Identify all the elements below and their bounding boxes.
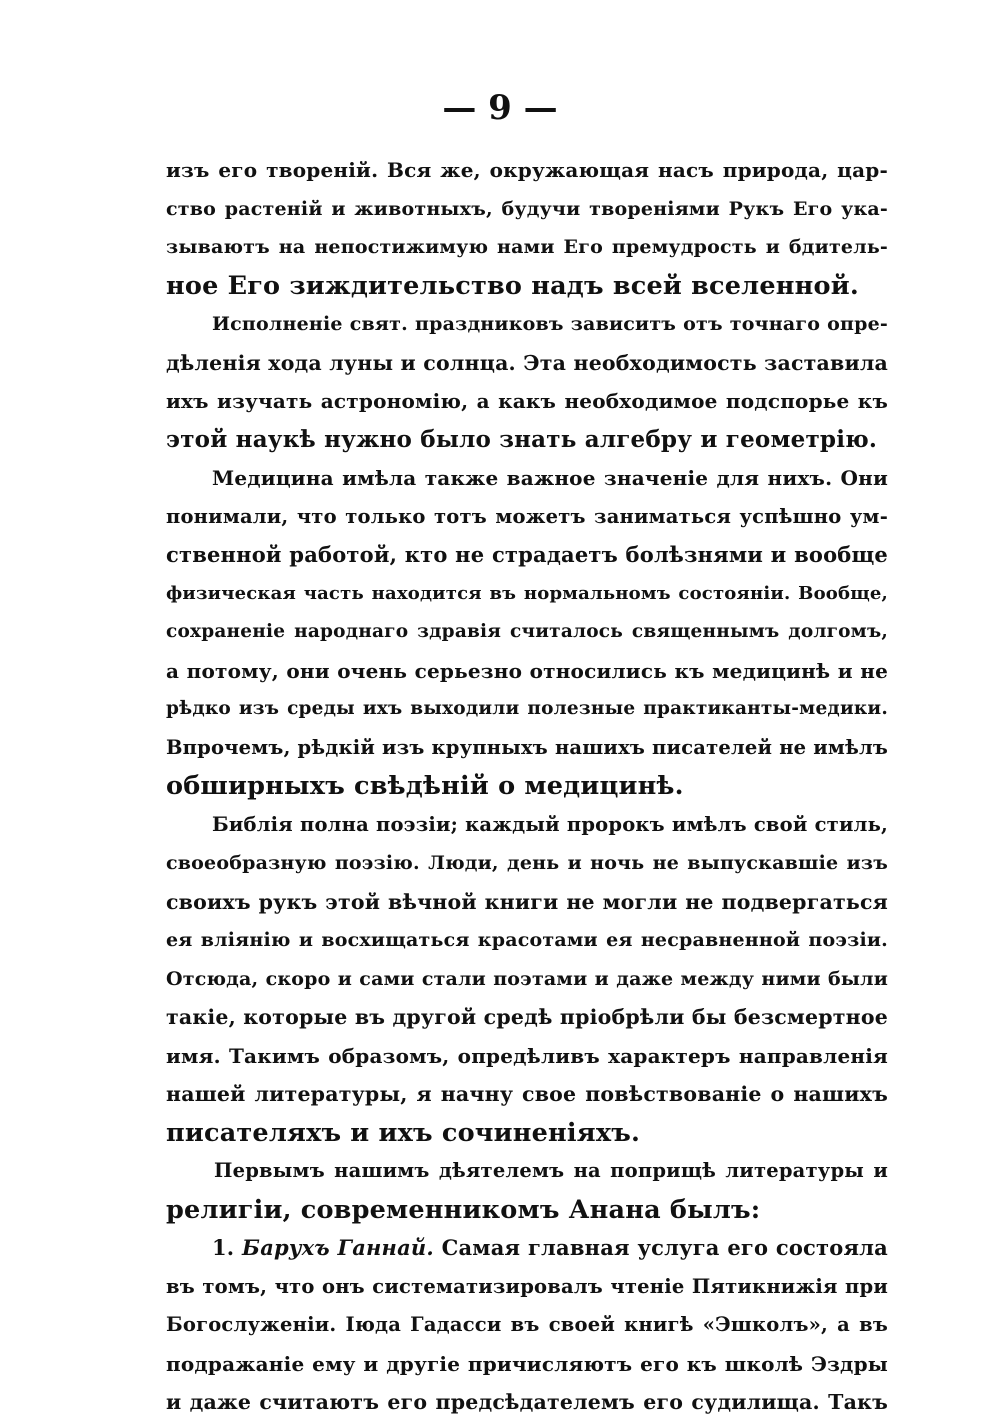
paragraph (166, 305, 888, 459)
body-text (166, 151, 888, 1422)
text-line: Медицина имѣла также важное значеніе для нихъ. Они (212, 466, 888, 490)
text-line: Богослуженіи. Іюда Гадасси въ своей книгѣ «Эшколъ», а въ (166, 1313, 888, 1336)
text-line: ея вліянію и восхищаться красотами ея несравненной поэзіи. (166, 929, 888, 951)
text-line: дѣленія хода луны и солнца. Эта необходимость заставила (166, 350, 888, 375)
text-line: сохраненіе народнаго здравія считалось священнымъ долгомъ, (166, 621, 888, 642)
text-line: и даже считаютъ его предсѣдателемъ его судилища. Такъ (166, 1390, 888, 1414)
text-line: изъ его твореній. Вся же, окружающая насъ природа, цар- (166, 158, 888, 182)
text-line: Библія полна поэзіи; каждый пророкъ имѣлъ свой стиль, (212, 812, 888, 836)
text-line: Первымъ нашимъ дѣятелемъ на поприщѣ литературы и (214, 1159, 888, 1182)
text-line: этой наукѣ нужно было знать алгебру и геометрію. (166, 425, 878, 453)
text-line: обширныхъ свѣдѣній о медицинѣ. (166, 771, 684, 801)
text-line: Впрочемъ, рѣдкій изъ крупныхъ нашихъ писателей не имѣлъ (166, 735, 889, 759)
text-line: рѣдко изъ среды ихъ выходили полезные практиканты-медики. (166, 698, 888, 719)
text-line: понимали, что только тотъ можетъ заниматься успѣшно ум- (166, 504, 888, 528)
text-line: подражаніе ему и другіе причисляютъ его къ школѣ Эздры (166, 1351, 888, 1376)
text-line: ственной работой, кто не страдаетъ болѣзнями и вообще (166, 542, 888, 567)
paragraph (166, 806, 888, 1153)
text-line: Отсюда, скоро и сами стали поэтами и даже между ними были (166, 967, 888, 990)
text-line: въ томъ, что онъ систематизировалъ чтеніе Пятикнижія при (166, 1274, 888, 1298)
paragraph (166, 1152, 888, 1229)
text-line: нашей литературы, я начну свое повѣствованіе о нашихъ (166, 1082, 888, 1106)
entry-number: 1. (212, 1235, 235, 1260)
text-line: ное Его зиждительство надъ всей вселенной. (166, 270, 859, 301)
page-number: — 9 — (442, 88, 558, 128)
text-line: ство растеній и животныхъ, будучи твореніями Рукъ Его ука- (166, 197, 888, 220)
paragraph (166, 151, 888, 305)
text-line: своеобразную поэзію. Люди, день и ночь не выпускавшіе изъ (166, 852, 888, 874)
numbered-entry (166, 1229, 888, 1422)
text-line: имя. Такимъ образомъ, опредѣливъ характеръ направленія (166, 1043, 888, 1068)
entry-text: Самая главная услуга его состояла (441, 1235, 888, 1260)
text-line: ихъ изучать астрономію, а какъ необходимое подспорье къ (166, 389, 888, 413)
paragraph (166, 459, 888, 806)
text-line: такіе, которые въ другой средѣ пріобрѣли бы безсмертное (166, 1005, 888, 1029)
text-line: а потому, они очень серьезно относились къ медицинѣ и не (166, 658, 888, 683)
text-line: писателяхъ и ихъ сочиненіяхъ. (166, 1117, 641, 1148)
text-line: своихъ рукъ этой вѣчной книги не могли не подвергаться (166, 889, 888, 914)
text-line: зываютъ на непостижимую нами Его премудрость и бдитель- (166, 236, 888, 258)
text-line: Исполненіе свят. праздниковъ зависитъ отъ точнаго опре- (212, 313, 888, 335)
text-line: физическая часть находится въ нормальномъ состояніи. Вообще, (166, 582, 888, 604)
text-line: религіи, современникомъ Анана былъ: (166, 1194, 761, 1225)
text-line (166, 1229, 888, 1268)
author-name: Барухъ Ганнай. (242, 1235, 434, 1260)
